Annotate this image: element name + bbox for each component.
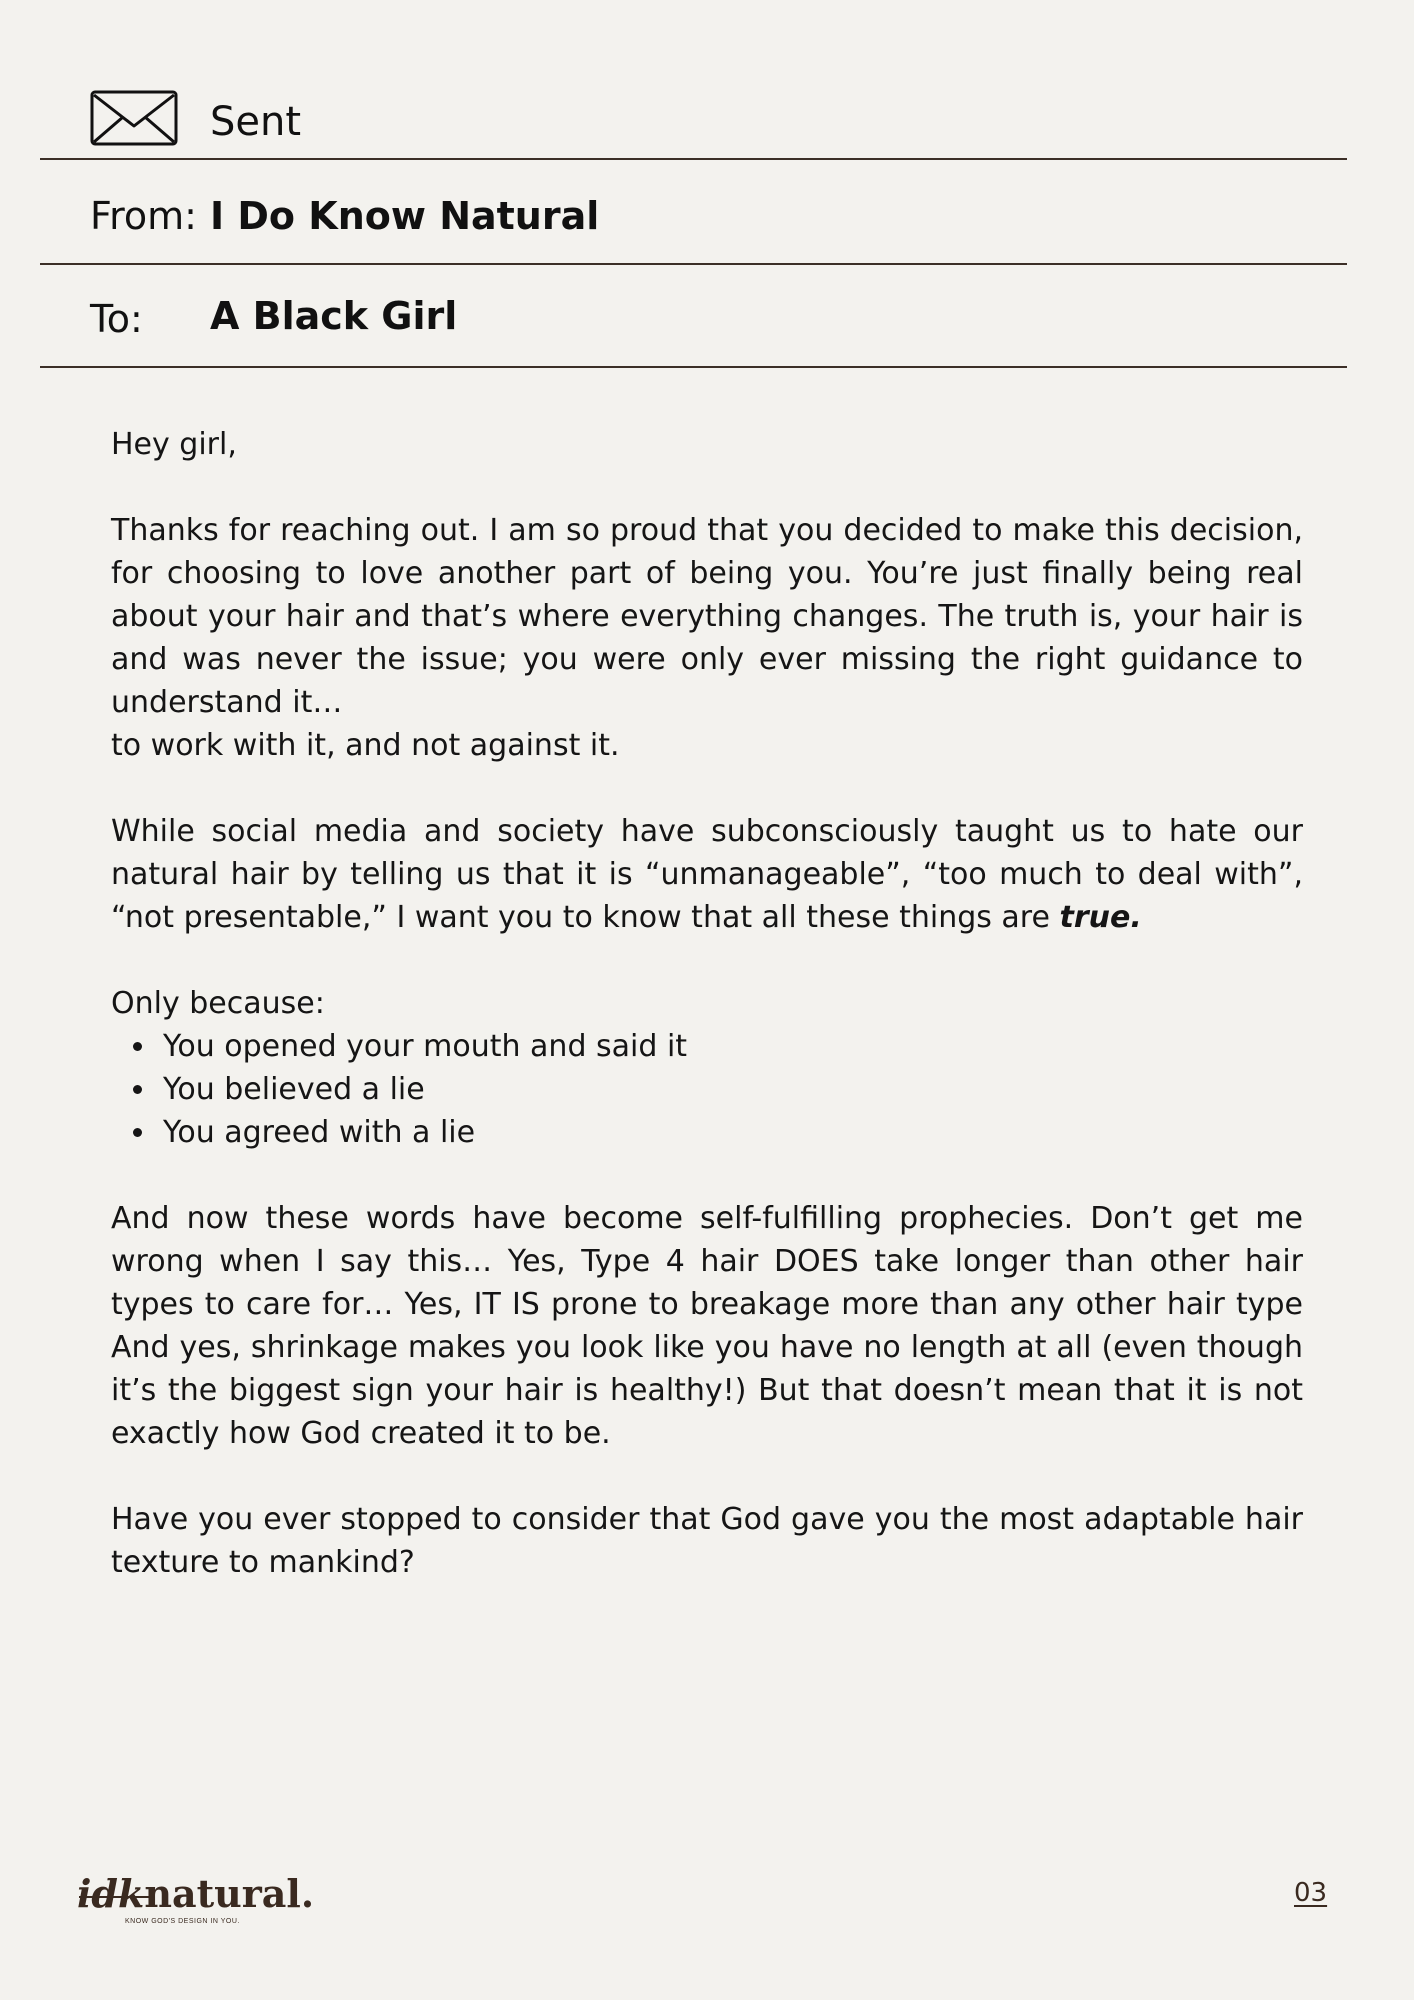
divider: [40, 263, 1347, 265]
logo-tagline: KNOW GOD'S DESIGN IN YOU.: [125, 1918, 240, 1925]
to-label: To:: [90, 297, 143, 341]
list-intro: Only because:: [111, 986, 325, 1021]
paragraph-1-continued: to work with it, and not against it.: [111, 728, 620, 763]
list-item: [163, 1068, 1303, 1111]
envelope-icon: [90, 90, 178, 146]
logo-wordmark: [77, 1872, 314, 1916]
brand-logo: [77, 1871, 315, 1932]
from-value: I Do Know Natural: [210, 194, 600, 238]
bullet-dot: [133, 1128, 142, 1137]
list-item-text: You believed a lie: [163, 1072, 425, 1107]
list-item: [163, 1111, 1303, 1154]
page-number: 03: [1294, 1878, 1328, 1908]
bullet-dot: [133, 1042, 142, 1051]
paragraph-1: Thanks for reaching out. I am so proud that you decided to make this decision, for choosing to love another part of being you. You’re just finally being real about your hair and that’s where everything changes. The truth is, your hair is and was never the issue; you were only ever missing the right guidance to understand it…: [111, 513, 1303, 720]
letter-body: [111, 423, 1303, 1584]
paragraph-2-text: While social media and society have subconsciously taught us to hate our natural hair by telling us that it is “unmanageable”, “too much to deal with”, “not presentable,” I want you to know that all these things are: [111, 814, 1303, 935]
divider: [40, 366, 1347, 368]
list-item: [163, 1025, 1303, 1068]
list-item-text: You agreed with a lie: [163, 1115, 476, 1150]
greeting: Hey girl,: [111, 427, 237, 462]
logo-italic-part: idk: [77, 1871, 145, 1916]
from-label: From:: [90, 194, 197, 238]
paragraph-4: Have you ever stopped to consider that God gave you the most adaptable hair texture to mankind?: [111, 1502, 1303, 1580]
reasons-list: [111, 1025, 1303, 1154]
paragraph-2: [111, 810, 1303, 939]
emphasis-true: true.: [1059, 900, 1142, 935]
bullet-dot: [133, 1085, 142, 1094]
logo-strikethrough: [79, 1896, 149, 1898]
logo-rest-part: natural.: [144, 1871, 315, 1916]
divider: [40, 158, 1347, 160]
list-item-text: You opened your mouth and said it: [163, 1029, 688, 1064]
mail-status: Sent: [210, 99, 302, 145]
paragraph-3: And now these words have become self-fulfilling prophecies. Don’t get me wrong when I say this… Yes, Type 4 hair DOES take longer than other hair types to care for… Yes, IT IS prone to breakage more than any other hair type And yes, shrinkage makes you look like you have no length at all (even though it’s the biggest sign your hair is healthy!) But that doesn’t mean that it is not exactly how God created it to be.: [111, 1201, 1303, 1451]
to-value: A Black Girl: [210, 294, 458, 338]
